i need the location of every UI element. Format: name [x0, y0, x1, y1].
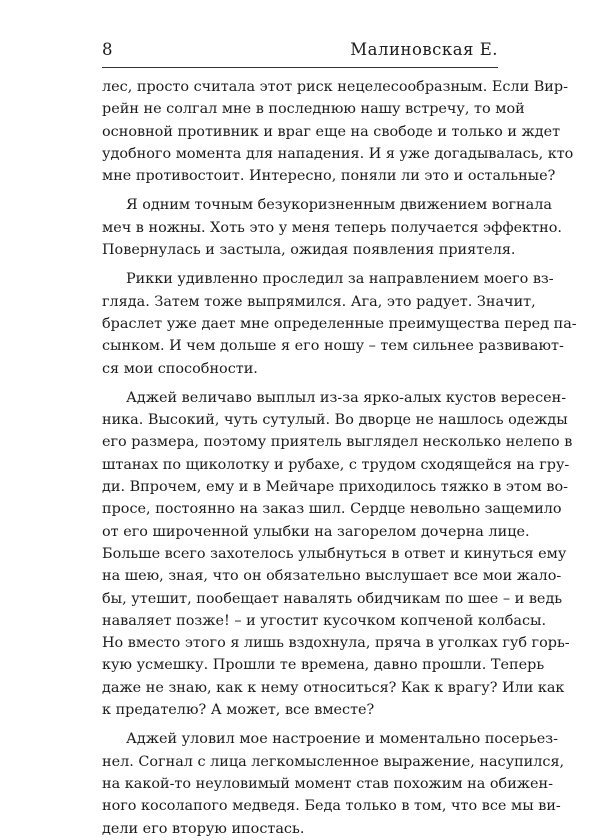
header-rule: [102, 67, 498, 68]
text-line: к предателю? А может, все вместе?: [102, 702, 375, 719]
text-line: кую усмешку. Прошли те времена, давно прошли. Теперь: [102, 657, 545, 674]
running-head-author: Малиновская Е.: [350, 40, 498, 59]
text-line: от его широченной улыбки на загорелом дочерна лице.: [102, 523, 530, 540]
text-line: рейн не солгал мне в последнюю нашу встречу, то мой: [102, 101, 525, 118]
text-line: дели его вторую ипостась.: [102, 820, 305, 837]
text-line: просе, постоянно на заказ шил. Сердце невольно защемило: [102, 501, 562, 518]
text-line: бы, утешит, пообещает навалять обидчикам по шее – и ведь: [102, 590, 563, 607]
text-line: гляда. Затем тоже выпрямился. Ага, это радует. Значит,: [102, 293, 536, 310]
text-line: на какой-то неуловимый момент став похожим на обижен-: [102, 775, 553, 792]
text-line: сынком. И чем дольше я его ношу – тем сильнее развивают-: [102, 338, 564, 355]
text-line: Я одним точным безукоризненным движением вогнала: [126, 197, 552, 214]
paragraph: [102, 387, 573, 721]
text-line: Но вместо этого я лишь вздохнула, пряча в уголках губ горь-: [102, 635, 570, 652]
body-text: [102, 76, 577, 840]
text-line: основной противник и враг еще на свободе и только и ждет: [102, 123, 561, 140]
page-header: [102, 40, 498, 66]
paragraph: [102, 268, 577, 379]
text-line: ника. Высокий, чуть сутулый. Во дворце не нашлось одежды: [102, 412, 568, 429]
text-line: даже не знаю, как к нему относиться? Как к врагу? Или как: [102, 679, 565, 696]
text-line: наваляет позже! – и угостит кусочком копченой колбасы.: [102, 612, 547, 629]
text-line: нел. Согнал с лица легкомысленное выражение, насупился,: [102, 753, 565, 770]
text-line: на шею, зная, что он обязательно выслушает все мои жало-: [102, 568, 562, 585]
text-line: Повернулась и застыла, ожидая появления приятеля.: [102, 242, 516, 259]
text-line: штанах по щиколотку и рубахе, с трудом сходящейся на гру-: [102, 456, 570, 473]
text-line: Аджей величаво выплыл из-за ярко-алых кустов вересен-: [126, 389, 567, 406]
text-line: ди. Впрочем, ему и в Мейчаре приходилось тяжко в этом во-: [102, 479, 569, 496]
text-line: ного косолапого медведя. Беда только в том, что все мы ви-: [102, 798, 561, 815]
text-line: Больше всего захотелось улыбнуться в ответ и кинуться ему: [102, 545, 567, 562]
text-line: его размера, поэтому приятель выглядел несколько нелепо в: [102, 434, 573, 451]
text-line: меч в ножны. Хоть это у меня теперь получается эффектно.: [102, 219, 562, 236]
paragraph: [102, 728, 565, 839]
text-line: браслет уже дает мне определенные преимущества перед па-: [102, 315, 577, 332]
text-line: удобного момента для нападения. И я уже догадывалась, кто: [102, 145, 574, 162]
text-line: Рикки удивленно проследил за направлением моего вз-: [126, 271, 554, 288]
paragraph: [102, 194, 562, 261]
text-line: мне противостоит. Интересно, поняли ли это и остальные?: [102, 168, 556, 185]
text-line: ся мои способности.: [102, 360, 258, 377]
text-line: Аджей уловил мое настроение и моментально посерьез-: [126, 731, 558, 748]
page-number: 8: [102, 40, 113, 59]
paragraph: [102, 76, 574, 187]
text-line: лес, просто считала этот риск нецелесообразным. Если Вир-: [102, 79, 568, 95]
